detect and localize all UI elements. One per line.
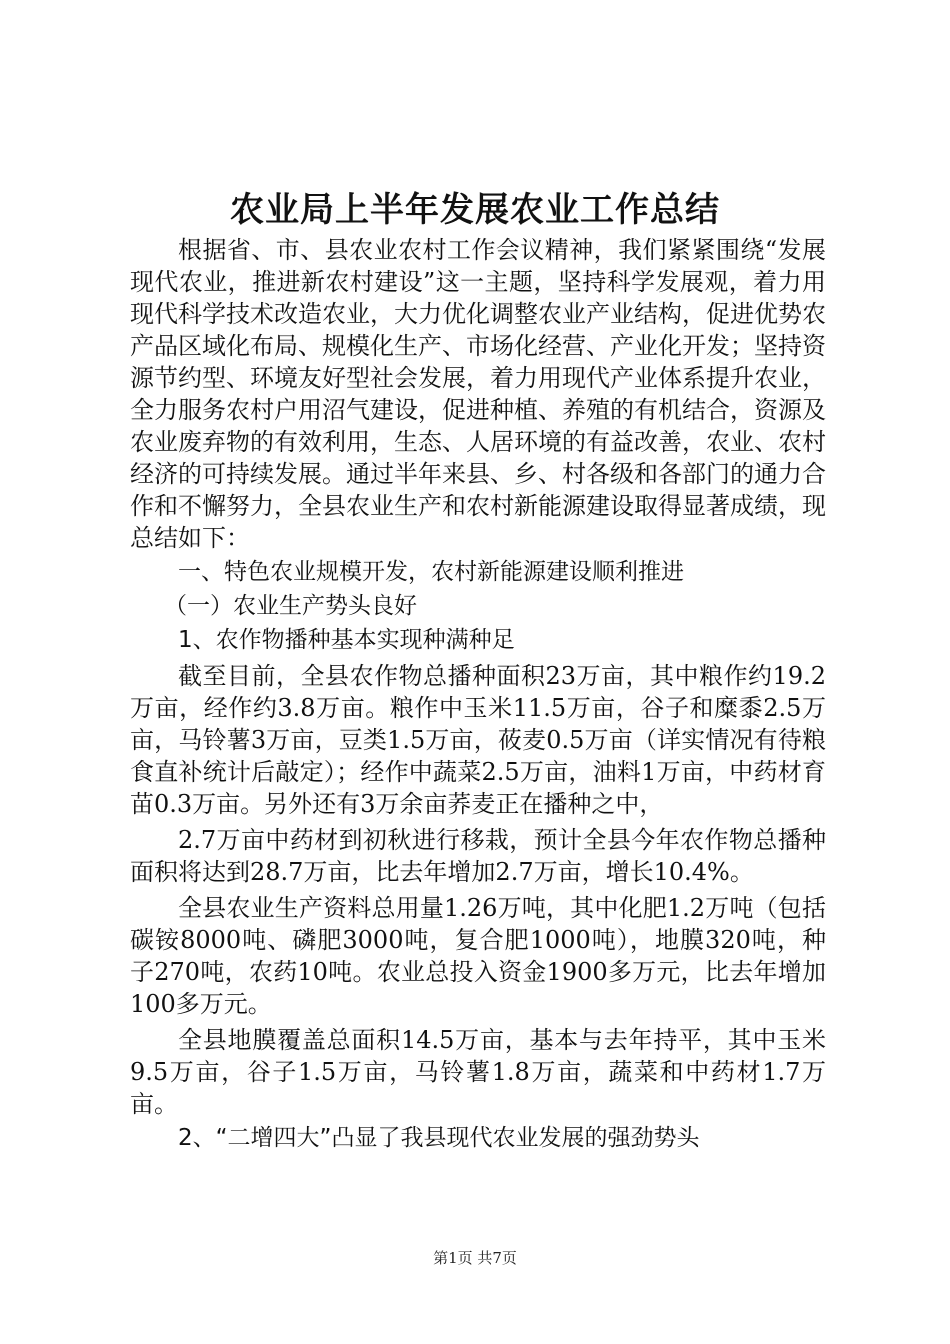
paragraph-agri-materials: 全县农业生产资料总用量1.26万吨，其中化肥1.2万吨（包括碳铵8000吨、磷肥3000吨，复合肥1000吨），地膜320吨，种子270吨，农药10吨。农业总投入资金1900多万元，比去年增加100多万元。 <box>130 894 826 1018</box>
item-heading-2: 2、“二增四大”凸显了我县现代农业发展的强劲势头 <box>178 1125 700 1151</box>
paragraph-herbal-transplant: 2.7万亩中药材到初秋进行移栽，预计全县今年农作物总播种面积将达到28.7万亩，比去年增加2.7万亩，增长10.4%。 <box>130 826 826 886</box>
item-heading-1: 1、农作物播种基本实现种满种足 <box>178 627 515 653</box>
intro-paragraph: 根据省、市、县农业农村工作会议精神，我们紧紧围绕“发展现代农业，推进新农村建设”这一主题，坚持科学发展观，着力用现代科学技术改造农业，大力优化调整农业产业结构，促进优势农产品区域化布局、规模化生产、市场化经营、产业化开发；坚持资源节约型、环境友好型社会发展，着力用现代产业体系提升农业，全力服务农村户用沼气建设，促进种植、养殖的有机结合，资源及农业废弃物的有效利用，生态、人居环境的有益改善，农业、农村经济的可持续发展。通过半年来县、乡、村各级和各部门的通力合作和不懈努力，全县农业生产和农村新能源建设取得显著成绩，现总结如下： <box>130 236 826 552</box>
document-body <box>130 234 826 1154</box>
section-heading-1: 一、特色农业规模开发，农村新能源建设顺利推进 <box>178 559 684 585</box>
page-number-footer: 第1页 共7页 <box>433 1249 517 1267</box>
subsection-heading-1-1: （一）农业生产势头良好 <box>164 593 417 619</box>
paragraph-sowing-area: 截至目前，全县农作物总播种面积23万亩，其中粮作约19.2万亩，经作约3.8万亩。粮作中玉米11.5万亩，谷子和糜黍2.5万亩，马铃薯3万亩，豆类1.5万亩，莜麦0.5万亩（详实情况有待粮食直补统计后敲定）；经作中蔬菜2.5万亩，油料1万亩，中药材育苗0.3万亩。另外还有3万余亩荞麦正在播种之中， <box>130 662 826 818</box>
paragraph-film-mulch: 全县地膜覆盖总面积14.5万亩，基本与去年持平，其中玉米9.5万亩，谷子1.5万亩，马铃薯1.8万亩，蔬菜和中药材1.7万亩。 <box>130 1026 826 1118</box>
document-title: 农业局上半年发展农业工作总结 <box>230 190 720 230</box>
